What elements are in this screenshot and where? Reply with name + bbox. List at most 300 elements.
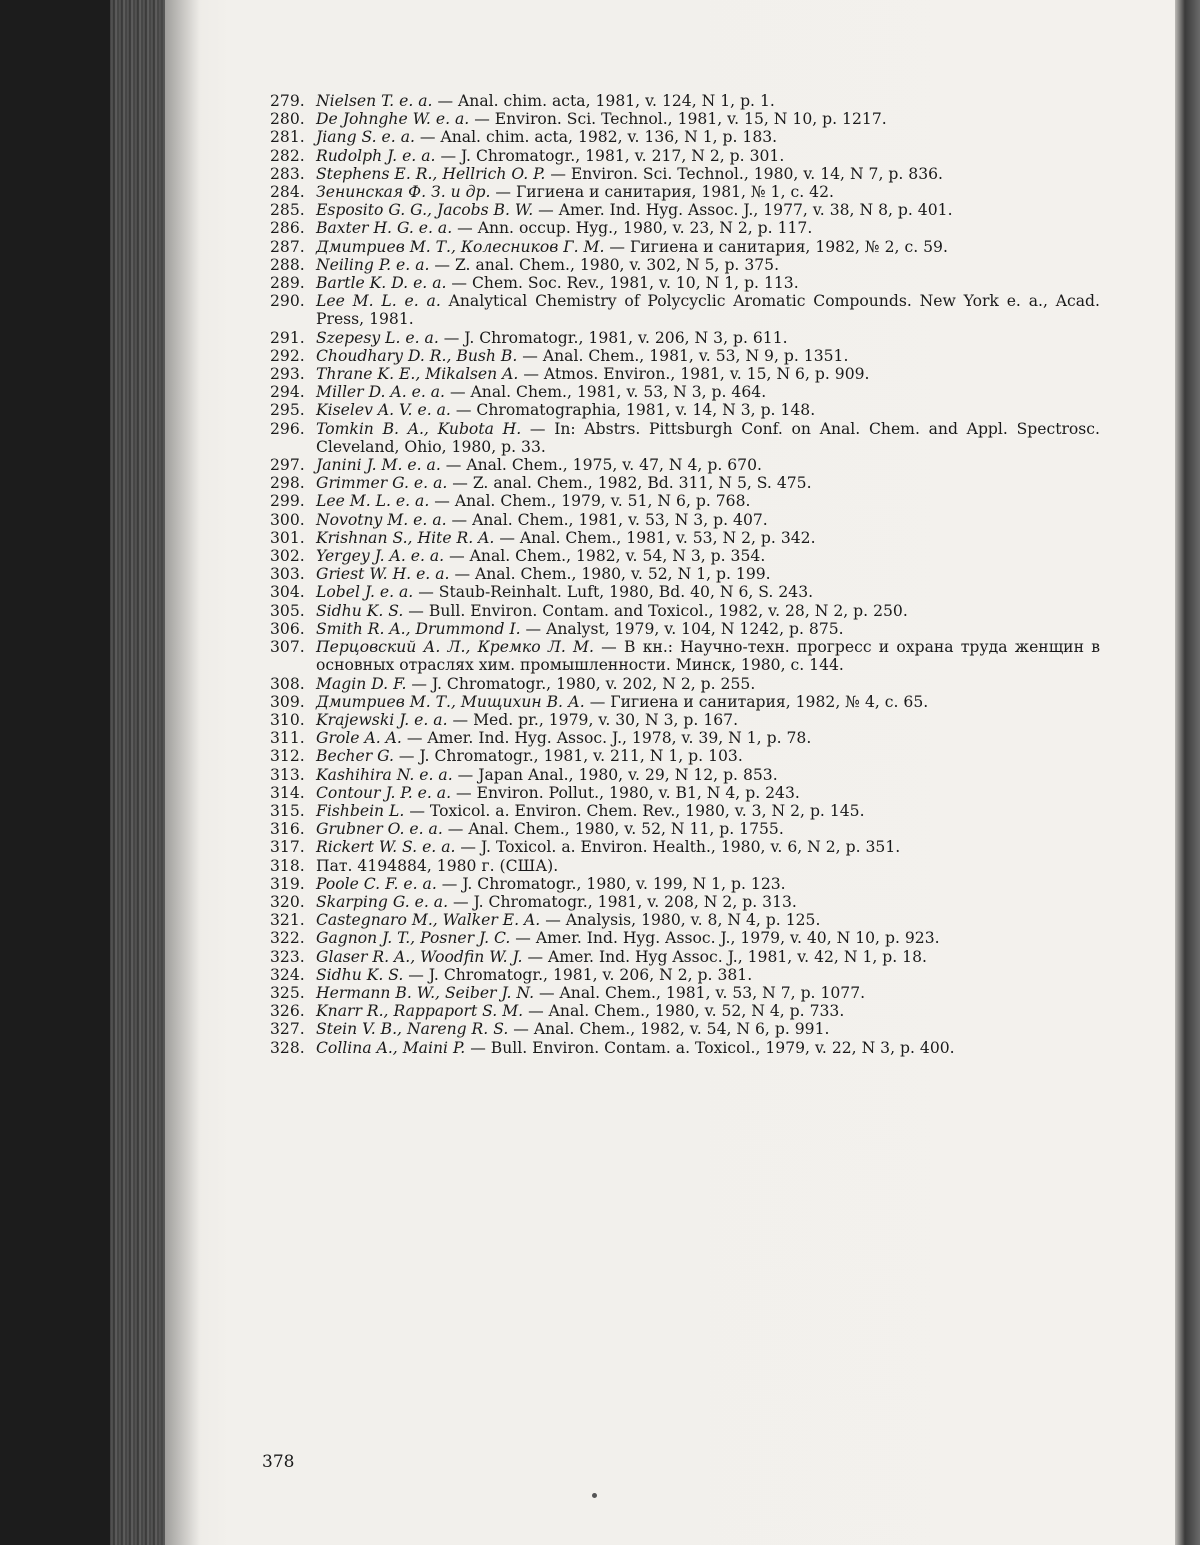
- reference-source: Anal. Chem., 1979, v. 51, N 6, p. 768.: [454, 492, 751, 511]
- reference-text: [316, 128, 1100, 146]
- reference-item: [270, 147, 1100, 165]
- reference-source: Anal. Chem., 1980, v. 52, N 4, p. 733.: [548, 1002, 845, 1021]
- reference-item: [270, 474, 1100, 492]
- reference-source: Гигиена и санитария, 1982, № 2, с. 59.: [629, 237, 948, 256]
- reference-item: [270, 456, 1100, 474]
- reference-source: Anal. chim. acta, 1981, v. 124, N 1, p. 1.: [458, 92, 775, 110]
- reference-item: [270, 875, 1100, 893]
- reference-separator: —: [584, 692, 611, 711]
- reference-source: Anal. Chem., 1975, v. 47, N 4, p. 670.: [466, 456, 762, 475]
- reference-item: [270, 857, 1100, 875]
- reference-source: Гигиена и санитария, 1982, № 4, с. 65.: [610, 692, 929, 711]
- reference-separator: —: [404, 801, 430, 820]
- reference-separator: —: [522, 947, 549, 966]
- reference-number: 326.: [270, 1002, 305, 1021]
- reference-source: J. Toxicol. a. Environ. Health., 1980, v. 6, N 2, p. 351.: [480, 838, 901, 857]
- reference-authors: Grole A. A.: [316, 729, 402, 748]
- reference-number: 295.: [270, 401, 305, 420]
- reference-separator: —: [447, 710, 474, 729]
- reference-text: [316, 238, 1100, 256]
- reference-source: Amer. Ind. Hyg. Assoc. J., 1977, v. 38, N 8, p. 401.: [558, 201, 953, 220]
- reference-separator: —: [517, 346, 543, 365]
- reference-number: 285.: [270, 201, 305, 220]
- reference-source: Amer. Ind. Hyg. Assoc. J., 1979, v. 40, N 10, p. 923.: [535, 929, 940, 948]
- reference-source: Amer. Ind. Hyg Assoc. J., 1981, v. 42, N 1, p. 18.: [548, 947, 927, 966]
- reference-source: Chem. Soc. Rev., 1981, v. 10, N 1, p. 113.: [471, 274, 799, 293]
- reference-text: [316, 201, 1100, 219]
- reference-separator: —: [393, 747, 420, 766]
- reference-separator: —: [545, 164, 571, 183]
- reference-source: Japan Anal., 1980, v. 29, N 12, p. 853.: [478, 765, 778, 784]
- reference-authors: Kiselev A. V. e. a.: [316, 401, 451, 420]
- reference-text: [316, 456, 1100, 474]
- reference-source: В кн.: Научно-техн. прогресс и охрана труда женщин в основных отраслях хим. промышленности. Минск, 1980, с. 144.: [316, 638, 1100, 675]
- reference-item: [270, 838, 1100, 856]
- reference-authors: Зенинская Ф. З. и др.: [316, 183, 491, 202]
- reference-item: [270, 219, 1100, 237]
- reference-text: [316, 256, 1100, 274]
- reference-number: 304.: [270, 583, 305, 602]
- reference-number: 299.: [270, 492, 305, 511]
- reference-number: 301.: [270, 528, 305, 547]
- reference-text: [316, 492, 1100, 510]
- reference-authors: Nielsen T. e. a.: [316, 92, 433, 110]
- reference-item: [270, 1002, 1100, 1020]
- reference-separator: —: [442, 820, 469, 839]
- reference-number: 316.: [270, 820, 305, 839]
- reference-text: [316, 984, 1100, 1002]
- reference-separator: —: [604, 237, 630, 256]
- reference-source: Пат. 4194884, 1980 г. (США).: [316, 856, 559, 875]
- reference-item: [270, 238, 1100, 256]
- reference-item: [270, 256, 1100, 274]
- reference-item: [270, 948, 1100, 966]
- reference-separator: —: [401, 729, 428, 748]
- reference-number: 319.: [270, 874, 305, 893]
- reference-source: Anal. Chem., 1981, v. 53, N 2, p. 342.: [519, 528, 816, 547]
- reference-authors: Перцовский А. Л., Кремко Л. М.: [316, 638, 594, 657]
- reference-authors: Hermann B. W., Seiber J. N.: [316, 983, 535, 1002]
- reference-number: 311.: [270, 729, 305, 748]
- reference-separator: —: [438, 328, 465, 347]
- reference-text: [316, 420, 1100, 456]
- reference-number: 288.: [270, 255, 305, 274]
- reference-number: 282.: [270, 146, 305, 165]
- reference-item: [270, 347, 1100, 365]
- reference-text: [316, 165, 1100, 183]
- reference-text: [316, 820, 1100, 838]
- reference-number: 286.: [270, 219, 305, 238]
- reference-authors: Janini J. M. e. a.: [316, 456, 441, 475]
- reference-separator: —: [445, 383, 471, 402]
- reference-number: 307.: [270, 638, 305, 657]
- reference-item: [270, 92, 1100, 110]
- reference-authors: Castegnaro M., Walker E. A.: [316, 911, 541, 930]
- reference-source: Bull. Environ. Contam. a. Toxicol., 1979, v. 22, N 3, p. 400.: [490, 1038, 955, 1057]
- reference-source: J. Chromatogr., 1981, v. 206, N 3, p. 611.: [464, 328, 788, 347]
- reference-text: [316, 838, 1100, 856]
- reference-source: Anal. Chem., 1982, v. 54, N 6, p. 991.: [533, 1020, 830, 1039]
- reference-number: 325.: [270, 983, 305, 1002]
- reference-authors: Rickert W. S. e. a.: [316, 838, 456, 857]
- reference-item: [270, 675, 1100, 693]
- reference-authors: Lee M. L. e. a.: [316, 292, 441, 311]
- reference-item: [270, 602, 1100, 620]
- reference-number: 289.: [270, 274, 305, 293]
- reference-item: [270, 1039, 1100, 1057]
- reference-separator: —: [510, 929, 536, 948]
- reference-number: 283.: [270, 164, 305, 183]
- reference-source: Analyst, 1979, v. 104, N 1242, p. 875.: [546, 619, 844, 638]
- reference-authors: Choudhary D. R., Bush B.: [316, 346, 518, 365]
- reference-text: [316, 729, 1100, 747]
- reference-number: 314.: [270, 783, 305, 802]
- reference-item: [270, 729, 1100, 747]
- reference-item: [270, 565, 1100, 583]
- reference-text: [316, 620, 1100, 638]
- reference-number: 294.: [270, 383, 305, 402]
- reference-authors: Lobel J. e. a.: [316, 583, 414, 602]
- reference-number: 318.: [270, 856, 305, 875]
- reference-source: Anal. chim. acta, 1982, v. 136, N 1, p. 183.: [440, 128, 778, 147]
- reference-authors: Contour J. P. e. a.: [316, 783, 452, 802]
- reference-source: Staub-Reinhalt. Luft, 1980, Bd. 40, N 6, S. 243.: [438, 583, 814, 602]
- reference-number: 312.: [270, 747, 305, 766]
- reference-text: [316, 183, 1100, 201]
- reference-authors: Дмитриев М. Т., Колесников Г. М.: [316, 237, 605, 256]
- reference-number: 315.: [270, 801, 305, 820]
- reference-source: Anal. Chem., 1980, v. 52, N 1, p. 199.: [475, 565, 771, 584]
- reference-source: J. Chromatogr., 1981, v. 217, N 2, p. 301.: [461, 146, 785, 165]
- reference-source: Chromatographia, 1981, v. 14, N 3, p. 148.: [476, 401, 816, 420]
- reference-item: [270, 492, 1100, 510]
- reference-separator: —: [465, 1038, 491, 1057]
- page-edge: [1175, 0, 1200, 1545]
- reference-authors: Esposito G. G., Jacobs B. W.: [316, 201, 534, 220]
- reference-authors: Neiling P. e. a.: [316, 255, 430, 274]
- reference-number: 306.: [270, 619, 305, 638]
- reference-authors: Rudolph J. e. a.: [316, 146, 436, 165]
- reference-text: [316, 875, 1100, 893]
- reference-authors: Becher G.: [316, 747, 394, 766]
- reference-text: [316, 292, 1100, 328]
- reference-text: [316, 784, 1100, 802]
- reference-number: 291.: [270, 328, 305, 347]
- reference-text: [316, 929, 1100, 947]
- reference-source: Amer. Ind. Hyg. Assoc. J., 1978, v. 39, N 1, p. 78.: [427, 729, 812, 748]
- reference-authors: Magin D. F.: [316, 674, 407, 693]
- print-speck: [592, 1493, 597, 1498]
- reference-item: [270, 802, 1100, 820]
- reference-item: [270, 420, 1100, 456]
- reference-number: 298.: [270, 474, 305, 493]
- reference-authors: Grimmer G. e. a.: [316, 474, 448, 493]
- reference-item: [270, 1020, 1100, 1038]
- reference-separator: —: [540, 911, 566, 930]
- reference-text: [316, 911, 1100, 929]
- reference-text: [316, 857, 1100, 875]
- reference-separator: —: [435, 146, 461, 165]
- reference-source: Z. anal. Chem., 1982, Bd. 311, N 5, S. 475.: [472, 474, 812, 493]
- reference-number: 287.: [270, 237, 305, 256]
- reference-list: [270, 92, 1100, 1057]
- reference-authors: Thrane K. E., Mikalsen A.: [316, 365, 519, 384]
- reference-authors: Sidhu K. S.: [316, 965, 404, 984]
- reference-authors: Baxter H. G. e. a.: [316, 219, 453, 238]
- reference-number: 279.: [270, 92, 305, 110]
- reference-item: [270, 547, 1100, 565]
- reference-authors: Lee M. L. e. a.: [316, 492, 430, 511]
- reference-item: [270, 583, 1100, 601]
- reference-text: [316, 802, 1100, 820]
- reference-number: 324.: [270, 965, 305, 984]
- reference-text: [316, 675, 1100, 693]
- reference-separator: —: [451, 783, 477, 802]
- reference-number: 297.: [270, 456, 305, 475]
- reference-number: 280.: [270, 110, 305, 129]
- reference-source: Environ. Sci. Technol., 1980, v. 14, N 7, p. 836.: [570, 164, 944, 183]
- reference-source: Bull. Environ. Contam. and Toxicol., 1982, v. 28, N 2, p. 250.: [428, 601, 908, 620]
- reference-source: Environ. Pollut., 1980, v. B1, N 4, p. 243.: [476, 783, 800, 802]
- reference-separator: —: [452, 219, 478, 238]
- reference-item: [270, 766, 1100, 784]
- reference-source: J. Chromatogr., 1981, v. 211, N 1, p. 103.: [419, 747, 743, 766]
- reference-separator: —: [403, 965, 429, 984]
- reference-number: 310.: [270, 710, 305, 729]
- reference-authors: Poole C. F. e. a.: [316, 874, 437, 893]
- reference-item: [270, 893, 1100, 911]
- reference-item: [270, 183, 1100, 201]
- reference-item: [270, 529, 1100, 547]
- reference-item: [270, 984, 1100, 1002]
- reference-number: 327.: [270, 1020, 305, 1039]
- reference-text: [316, 711, 1100, 729]
- reference-item: [270, 693, 1100, 711]
- reference-text: [316, 565, 1100, 583]
- reference-authors: Krajewski J. e. a.: [316, 710, 448, 729]
- reference-separator: —: [447, 474, 473, 493]
- reference-separator: —: [444, 547, 470, 566]
- page-number: 378: [262, 1452, 295, 1472]
- reference-source: J. Chromatogr., 1980, v. 202, N 2, p. 255.: [431, 674, 756, 693]
- reference-authors: Knarr R., Rappaport S. M.: [316, 1002, 524, 1021]
- reference-separator: —: [469, 110, 495, 129]
- reference-separator: —: [455, 838, 481, 857]
- reference-separator: —: [593, 638, 625, 657]
- reference-separator: —: [521, 419, 555, 438]
- reference-separator: —: [446, 510, 473, 529]
- reference-source: Analysis, 1980, v. 8, N 4, p. 125.: [565, 911, 821, 930]
- reference-number: 284.: [270, 183, 305, 202]
- reference-number: 296.: [270, 419, 305, 438]
- reference-source: Anal. Chem., 1980, v. 52, N 11, p. 1755.: [468, 820, 784, 839]
- reference-authors: Tomkin B. A., Kubota H.: [316, 419, 522, 438]
- reference-item: [270, 201, 1100, 219]
- reference-item: [270, 292, 1100, 328]
- reference-separator: —: [508, 1020, 534, 1039]
- reference-number: 323.: [270, 947, 305, 966]
- reference-number: 322.: [270, 929, 305, 948]
- reference-source: Anal. Chem., 1982, v. 54, N 3, p. 354.: [469, 547, 766, 566]
- reference-item: [270, 784, 1100, 802]
- reference-text: [316, 1002, 1100, 1020]
- reference-text: [316, 547, 1100, 565]
- reference-text: [316, 583, 1100, 601]
- reference-source: Anal. Chem., 1981, v. 53, N 3, p. 407.: [472, 510, 768, 529]
- reference-separator: —: [440, 456, 467, 475]
- reference-source: Z. anal. Chem., 1980, v. 302, N 5, p. 375.: [454, 255, 780, 274]
- reference-item: [270, 329, 1100, 347]
- reference-text: [316, 110, 1100, 128]
- reference-separator: —: [436, 874, 463, 893]
- reference-separator: —: [449, 565, 475, 584]
- reference-separator: —: [490, 183, 516, 202]
- reference-separator: —: [429, 255, 455, 274]
- reference-authors: Bartle K. D. e. a.: [316, 274, 447, 293]
- reference-text: [316, 893, 1100, 911]
- reference-authors: Yergey J. A. e. a.: [316, 547, 445, 566]
- reference-item: [270, 929, 1100, 947]
- reference-number: 290.: [270, 292, 305, 311]
- reference-separator: —: [432, 92, 459, 110]
- reference-text: [316, 383, 1100, 401]
- reference-source: J. Chromatogr., 1981, v. 208, N 2, p. 313.: [473, 892, 797, 911]
- reference-number: 317.: [270, 838, 305, 857]
- reference-text: [316, 347, 1100, 365]
- reference-item: [270, 711, 1100, 729]
- reference-source: Environ. Sci. Technol., 1981, v. 15, N 10, p. 1217.: [494, 110, 887, 129]
- reference-number: 320.: [270, 892, 305, 911]
- reference-number: 293.: [270, 365, 305, 384]
- reference-separator: —: [494, 528, 520, 547]
- reference-item: [270, 511, 1100, 529]
- reference-item: [270, 820, 1100, 838]
- reference-text: [316, 602, 1100, 620]
- reference-authors: Jiang S. e. a.: [316, 128, 415, 147]
- reference-authors: Szepesy L. e. a.: [316, 328, 439, 347]
- reference-text: [316, 474, 1100, 492]
- reference-text: [316, 693, 1100, 711]
- reference-text: [316, 147, 1100, 165]
- reference-authors: Дмитриев М. Т., Мищихин В. А.: [316, 692, 585, 711]
- reference-authors: Miller D. A. e. a.: [316, 383, 445, 402]
- reference-separator: [441, 292, 449, 310]
- reference-text: [316, 401, 1100, 419]
- reference-source: J. Chromatogr., 1981, v. 206, N 2, p. 381.: [428, 965, 753, 984]
- reference-separator: —: [534, 983, 560, 1002]
- reference-item: [270, 401, 1100, 419]
- reference-number: 328.: [270, 1038, 305, 1057]
- reference-separator: —: [406, 674, 432, 693]
- reference-number: 302.: [270, 547, 305, 566]
- reference-text: [316, 219, 1100, 237]
- reference-item: [270, 911, 1100, 929]
- reference-text: [316, 948, 1100, 966]
- reference-item: [270, 638, 1100, 674]
- reference-authors: Novotny M. e. a.: [316, 510, 447, 529]
- reference-number: 292.: [270, 346, 305, 365]
- reference-separator: —: [403, 601, 429, 620]
- reference-text: [316, 1020, 1100, 1038]
- reference-item: [270, 365, 1100, 383]
- reference-separator: —: [450, 401, 477, 420]
- reference-authors: Stephens E. R., Hellrich O. P.: [316, 164, 546, 183]
- reference-item: [270, 966, 1100, 984]
- book-gutter: [110, 0, 165, 1545]
- reference-source: Toxicol. a. Environ. Chem. Rev., 1980, v. 3, N 2, p. 145.: [429, 801, 865, 820]
- reference-source: Гигиена и санитария, 1981, № 1, с. 42.: [515, 183, 834, 202]
- reference-source: Ann. occup. Hyg., 1980, v. 23, N 2, p. 117.: [477, 219, 813, 238]
- reference-text: [316, 529, 1100, 547]
- reference-authors: Griest W. H. e. a.: [316, 565, 450, 584]
- reference-separator: —: [452, 765, 479, 784]
- reference-authors: Sidhu K. S.: [316, 601, 404, 620]
- reference-source: In: Abstrs. Pittsburgh Conf. on Anal. Chem. and Appl. Spectrosc. Cleveland, Ohio, 1980, p. 33.: [316, 419, 1100, 456]
- reference-source: J. Chromatogr., 1980, v. 199, N 1, p. 123.: [462, 874, 786, 893]
- reference-authors: Stein V. B., Nareng R. S.: [316, 1020, 509, 1039]
- reference-separator: —: [448, 892, 474, 911]
- reference-source: Atmos. Environ., 1981, v. 15, N 6, p. 909.: [543, 365, 870, 384]
- reference-source: Anal. Chem., 1981, v. 53, N 9, p. 1351.: [542, 346, 849, 365]
- reference-separator: —: [518, 365, 544, 384]
- reference-text: [316, 274, 1100, 292]
- reference-number: 305.: [270, 601, 305, 620]
- reference-number: 321.: [270, 911, 305, 930]
- reference-separator: —: [413, 583, 439, 602]
- reference-separator: —: [533, 201, 559, 220]
- reference-item: [270, 110, 1100, 128]
- reference-separator: —: [414, 128, 441, 147]
- reference-source: Med. pr., 1979, v. 30, N 3, p. 167.: [473, 710, 739, 729]
- reference-text: [316, 365, 1100, 383]
- reference-text: [316, 766, 1100, 784]
- reference-number: 300.: [270, 510, 305, 529]
- reference-text: [316, 1039, 1100, 1057]
- reference-text: [316, 329, 1100, 347]
- reference-source: Anal. Chem., 1981, v. 53, N 3, p. 464.: [470, 383, 767, 402]
- reference-authors: Kashihira N. e. a.: [316, 765, 453, 784]
- reference-authors: Smith R. A., Drummond I.: [316, 619, 521, 638]
- reference-item: [270, 747, 1100, 765]
- reference-text: [316, 966, 1100, 984]
- reference-item: [270, 620, 1100, 638]
- reference-authors: Krishnan S., Hite R. A.: [316, 528, 495, 547]
- reference-number: 309.: [270, 692, 305, 711]
- reference-authors: Fishbein L.: [316, 801, 405, 820]
- reference-authors: Collina A., Maini P.: [316, 1038, 466, 1057]
- reference-item: [270, 165, 1100, 183]
- reference-item: [270, 383, 1100, 401]
- gutter-shadow: [160, 0, 200, 1545]
- reference-authors: Grubner O. e. a.: [316, 820, 443, 839]
- reference-item: [270, 274, 1100, 292]
- reference-source: Analytical Chemistry of Polycyclic Aromatic Compounds. New York e. a., Acad. Press, 1981.: [316, 292, 1100, 329]
- reference-authors: Gagnon J. T., Posner J. C.: [316, 929, 511, 948]
- reference-separator: —: [523, 1002, 549, 1021]
- reference-text: [316, 92, 1100, 110]
- reference-separator: —: [429, 492, 455, 511]
- reference-item: [270, 128, 1100, 146]
- reference-text: [316, 511, 1100, 529]
- reference-number: 303.: [270, 565, 305, 584]
- reference-number: 281.: [270, 128, 305, 147]
- reference-number: 313.: [270, 765, 305, 784]
- reference-authors: Glaser R. A., Woodfin W. J.: [316, 947, 523, 966]
- reference-separator: —: [446, 274, 472, 293]
- reference-text: [316, 747, 1100, 765]
- reference-source: Anal. Chem., 1981, v. 53, N 7, p. 1077.: [559, 983, 866, 1002]
- reference-authors: Skarping G. e. a.: [316, 892, 449, 911]
